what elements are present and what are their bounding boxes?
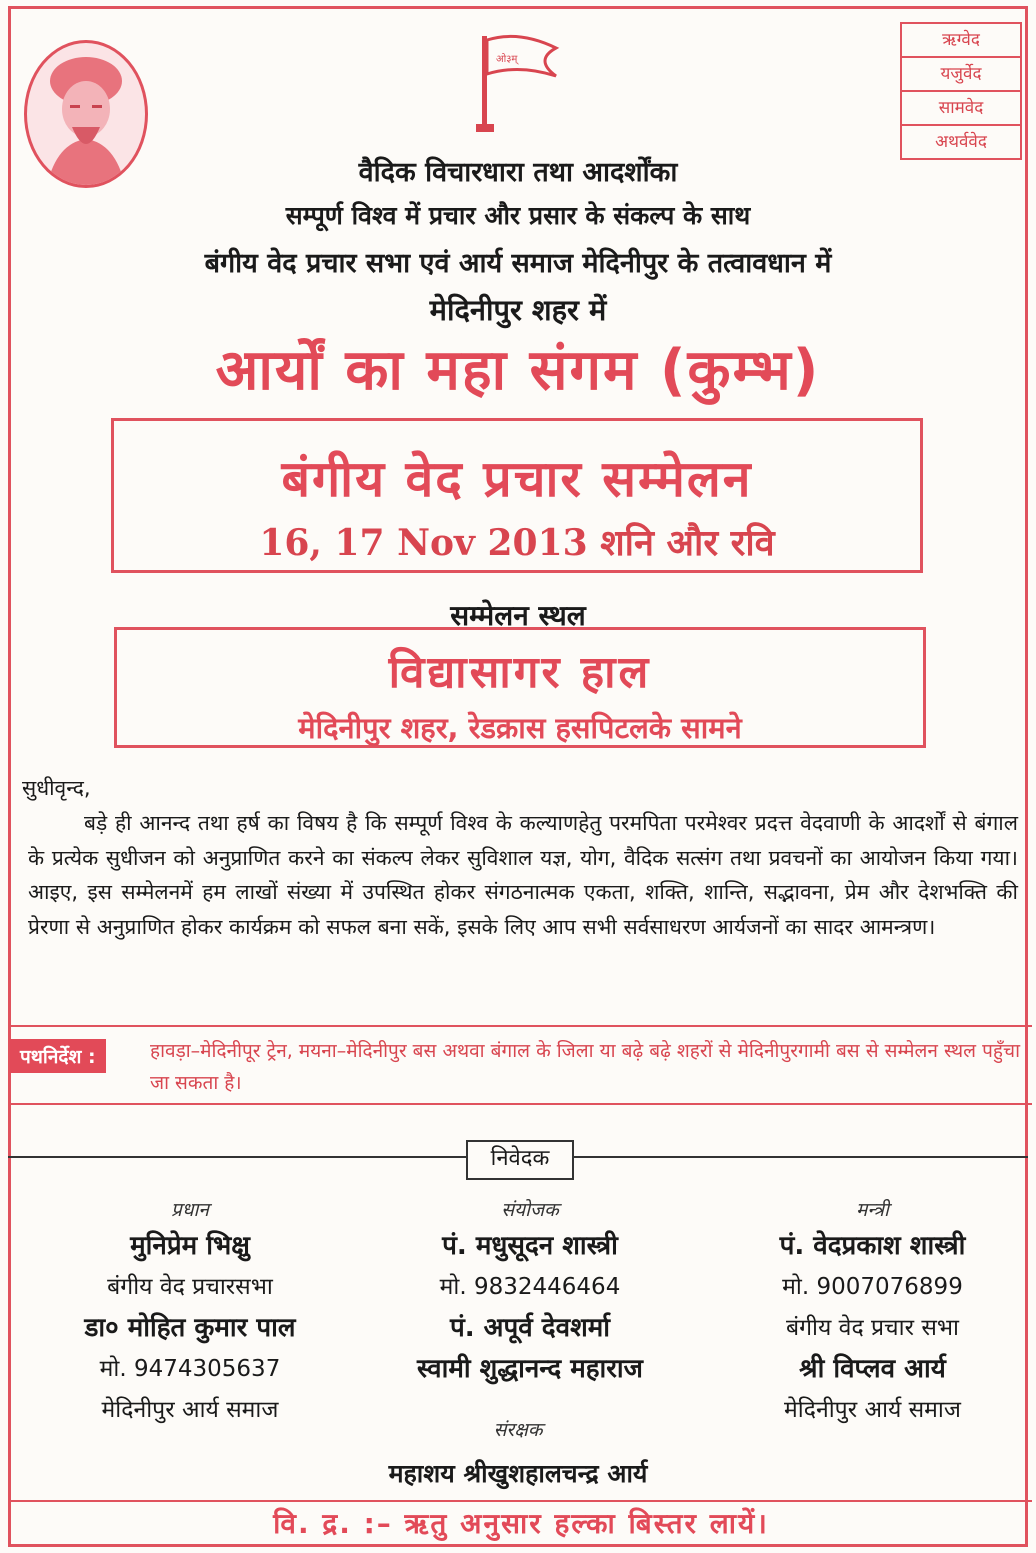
role-label: संयोजक <box>501 1199 559 1221</box>
venue-box <box>114 627 926 748</box>
intro-line-2: सम्पूर्ण विश्व में प्रचार और प्रसार के संकल्प के साथ <box>285 201 751 230</box>
patron-name: महाशय श्रीखुशहालचन्द्र आर्य <box>388 1459 648 1488</box>
phone-number: मो. 9832446464 <box>439 1274 621 1300</box>
organizer-name: श्री विप्लव आर्य <box>799 1354 946 1384</box>
event-date: 16, 17 Nov 2013 शनि और रवि <box>259 522 775 564</box>
organization: बंगीय वेद प्रचारसभा <box>107 1274 273 1300</box>
vedas-box <box>900 22 1022 160</box>
organizer-name: पं. वेदप्रकाश शास्त्री <box>779 1231 966 1261</box>
route-text: हावड़ा–मेदिनीपूर ट्रेन, मयना–मेदिनीपुर बस अथवा बंगाल के जिला या बढ़े बढ़े शहरों से मेदिनीपुरगामी बस से सम्मेलन स्थल पहुँचा जा सकता है। <box>150 1040 1020 1094</box>
invitation-body: बड़े ही आनन्द तथा हर्ष का विषय है कि सम्पूर्ण विश्व के कल्याणहेतु परमपिता परमेश्वर प्रदत्त वेदवाणी के आदर्शों से बंगाल के प्रत्येक सुधीजन को अनुप्राणित करने का संकल्प लेकर सुविशाल यज्ञ, योग, वैदिक सत्संग तथा प्रवचनों का आयोजन किया गया। आइए, इस सम्मेलनमें हम लाखों संख्या में उपस्थित होकर संगठनात्मक एकता, शक्ति, शान्ति, सद्भावना, प्रेम और देशभक्ति की प्रेरणा से अनुप्राणित होकर कार्यक्रम को सफल बना सकें, इसके लिए आप सभी सर्वसाधरण आर्यजनों का सादर आमन्त्रण। <box>28 811 1018 939</box>
organizers-heading: निवेदक <box>466 1140 574 1180</box>
salutation: सुधीवृन्द, <box>22 776 91 800</box>
event-title: बंगीय वेद प्रचार सम्मेलन <box>281 450 753 508</box>
footer-note-bar <box>10 1500 1032 1546</box>
organizer-name: मुनिप्रेम भिक्षु <box>130 1231 250 1261</box>
venue-address: मेदिनीपुर शहर, रेडक्रास हसपिटलके सामने <box>298 711 742 745</box>
patron-block <box>0 1416 1036 1490</box>
organizer-column-secretary <box>720 1196 1025 1431</box>
main-headline: आर्यों का महा संगम (कुम्भ) <box>215 338 821 403</box>
role-label: प्रधान <box>171 1199 209 1221</box>
organizer-name: पं. मधुसूदन शास्त्री <box>442 1231 618 1261</box>
organization: बंगीय वेद प्रचार सभा <box>785 1315 960 1341</box>
organizer-name: पं. अपूर्व देवशर्मा <box>449 1313 611 1343</box>
organization: मेदिनीपुर आर्य समाज <box>101 1397 279 1423</box>
veda-label: अथर्ववेद <box>935 132 987 152</box>
venue-label: सम्मेलन स्थल <box>450 599 586 632</box>
phone-number: मो. 9007076899 <box>782 1274 963 1300</box>
route-directions <box>10 1025 1032 1105</box>
route-label: पथनिर्देश : <box>10 1039 106 1073</box>
intro-line-4: मेदिनीपुर शहर में <box>429 293 607 327</box>
organizer-column-convener <box>370 1196 690 1390</box>
event-box <box>111 418 923 573</box>
veda-label: सामवेद <box>902 92 1020 126</box>
organization: मेदिनीपुर आर्य समाज <box>784 1397 961 1423</box>
organizer-name: स्वामी शुद्धानन्द महाराज <box>417 1354 643 1384</box>
phone-number: मो. 9474305637 <box>99 1356 281 1382</box>
footer-note: वि. द्र. :– ऋतु अनुसार हल्का बिस्तर लायें। <box>273 1507 769 1540</box>
venue-name: विद्यासागर हाल <box>388 647 652 698</box>
organizer-column-president <box>40 1196 340 1431</box>
veda-label: ऋग्वेद <box>902 24 1020 58</box>
organizer-name: डा० मोहित कुमार पाल <box>84 1313 296 1343</box>
flag-text: ओ३म् <box>496 54 518 65</box>
intro-line-1: वैदिक विचारधारा तथा आदर्शोंका <box>358 157 678 188</box>
intro-line-3: बंगीय वेद प्रचार सभा एवं आर्य समाज मेदिनीपुर के तत्वावधान में <box>204 248 832 279</box>
role-label: संरक्षक <box>493 1419 543 1441</box>
veda-label: यजुर्वेद <box>902 58 1020 92</box>
role-label: मन्त्री <box>856 1199 889 1221</box>
om-flag-logo <box>474 30 564 135</box>
